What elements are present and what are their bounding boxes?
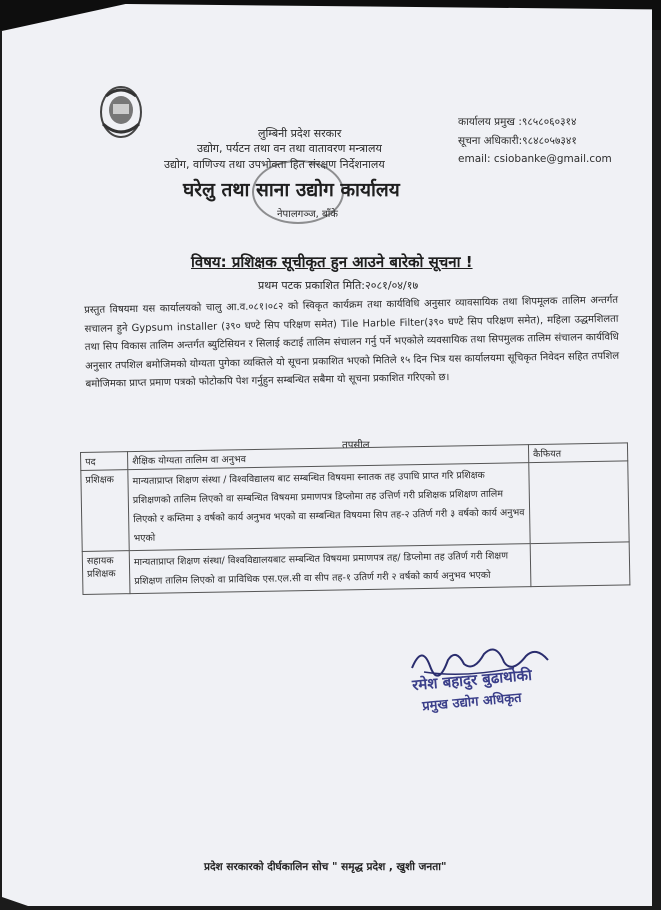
office-title: घरेलु तथा साना उद्योग कार्यालय [183,179,400,201]
publish-date: प्रथम पटक प्रकाशित मिति:२०८१/०४/१७ [258,279,419,292]
header-qualification: शैक्षिक योग्यता तालिम वा अनुभव [128,445,529,470]
government-emblem-icon [98,84,144,140]
header-post: पद [81,452,128,471]
header-remarks: कैफियत [528,443,627,463]
table-caption: तपसील [342,440,370,451]
office-location: नेपालगञ्ज, बाँके [277,209,338,220]
footer-slogan: प्रदेश सरकारको दीर्घकालिन सोच " समृद्ध प्रदेश , खुशी जनता" [204,861,447,873]
chief-contact: कार्यालय प्रमुख :९८५८०६०३१४ [458,116,577,128]
email-contact: email: csiobanke@gmail.com [458,153,612,165]
ministry-name: उद्योग, पर्यटन तथा वन तथा वातावरण मन्त्रालय [197,142,382,155]
signatory-name: रमेश बहादुर बुढाथोकी [411,665,533,695]
notice-body: प्रस्तुत विषयमा यस कार्यालयको चालु आ.व.०८१।०८२ को स्विकृत कार्यक्रम तथा कार्यविधि अनुसार व्यावसायिक तथा शिपमूलक तालिम अन्तर्गत सचालन हुने Gypsum installer (३९० घण्टे सिप परिक्षण समेत) Tile Harble Filter(३९० घण्टे सिप परिक्षण समेत), महिला उद्धमशिलता तथा सिप विकास तालिम अन्तर्गत ब्युटिसियन र सिलाई कटाई तालिम संचालन गर्नु पर्ने भएकोले व्यवसायिक तथा सिपमुलक तालिम संचालन कार्यविधि अनुसार तपशिल बमोजिमको योग्यता पुगेका व्यक्तिले यो सूचना प्रकाशित भएको मितिले १५ दिन भित्र यस कार्यालयमा सूचिकृत निवेदन सहित तपशिल बमोजिमका प्राप्त प्रमाण पत्रको फोटोकपि पेश गर्नुहुन सम्बन्धित सबैमा यो सूचना प्रकाशित गरिएको छ। [84,294,620,390]
info-officer-contact: सूचना अधिकारी:९८४८०५७३४१ [458,135,577,147]
province-name: लुम्बिनी प्रदेश सरकार [258,127,342,140]
table-row [81,461,629,552]
row-remarks [529,461,629,544]
notice-subject: विषय: प्रशिक्षक सूचीकृत हुन आउने बारेको सूचना ! [191,253,473,271]
signatory-title: प्रमुख उद्योग अधिकृत [421,690,523,715]
table-row [82,542,630,595]
directorate-name: उद्योग, वाणिज्य तथा उपभोक्ता हित संरक्षण निर्देशनालय [164,158,385,171]
row-qualification: मान्यताप्राप्त शिक्षण संस्था/ विश्वविद्यालयबाट सम्बन्धित विषयमा प्रमाणपत्र तह/ डिप्लोमा तह उतिर्ण गरी शिक्षण प्रशिक्षण तालिम लिएको वा प्राविधिक एस.एल.सी वा सीप तह-१ उतिर्ण गरी २ वर्षको कार्य अनुभव भएको [129,544,531,594]
row-qualification: मान्यताप्राप्त शिक्षण संस्था / विश्वविद्यालय बाट सम्बन्धित विषयमा स्नातक तह उपाधि प्राप्त गरि प्रशिक्षक प्रशिक्षणको तालिम लिएको वा सम्बन्धित विषयमा प्रमाणपत्र डिप्लोमा तह उत्तिर्ण गरी प्रशिक्षक प्रशिक्षण तालिम लिएको र कम्तिमा ३ वर्षको कार्य अनुभव भएको वा सम्बन्धित विषयमा सिप तह-२ उतिर्ण गरी ३ वर्षको कार्य अनुभव भएको [128,463,530,551]
row-post: सहायक प्रशिक्षक [82,551,130,595]
qualification-table [80,442,630,595]
row-post: प्रशिक्षक [81,470,129,552]
row-remarks [530,542,630,587]
